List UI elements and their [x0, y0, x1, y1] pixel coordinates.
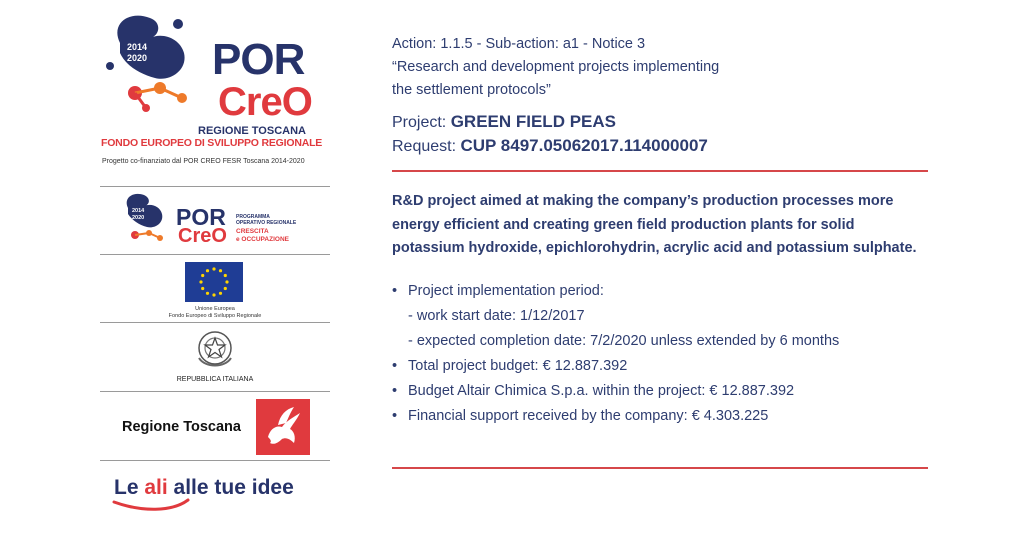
svg-text:2020: 2020: [132, 215, 145, 221]
detail-support: • Financial support received by the company: € 4.303.225: [392, 404, 932, 429]
repubblica-caption: REPUBBLICA ITALIANA: [176, 376, 254, 383]
divider: [100, 254, 330, 255]
red-divider-top: [392, 170, 928, 172]
slogan-pre: Le: [114, 476, 145, 499]
por-creo-logo: [100, 8, 332, 123]
por-creo-small-molecule-icon: [118, 190, 178, 248]
divider: [100, 186, 330, 187]
red-divider-bottom: [392, 467, 928, 469]
small-creo-word: CreO: [178, 225, 227, 247]
small-por-word: POR: [176, 204, 226, 230]
project-description: R&D project aimed at making the company’s production processes more energy efficient and creating green field production plants for solid potassium hydroxide, epichlorohydrin, acrylic acid and potassium sulphate.: [392, 193, 917, 256]
italian-emblem-icon: [195, 328, 235, 370]
project-info: [392, 33, 932, 469]
divider: [100, 391, 330, 392]
regione-toscana-logo: [100, 397, 330, 457]
cofinanced-note: Progetto co-finanziato dal POR CREO FESR Toscana 2014-2020: [102, 158, 305, 165]
slogan-post: alle tue idee: [167, 476, 294, 499]
slogan-ali: ali: [144, 476, 168, 499]
svg-text:2014: 2014: [132, 208, 145, 214]
svg-text:2014: 2014: [127, 42, 148, 52]
detail-completion: - expected completion date: 7/2/2020 unless extended by 6 months: [408, 332, 840, 349]
request-value: CUP 8497.05062017.114000007: [460, 136, 708, 155]
pegasus-flag-icon: [256, 399, 310, 455]
request-row: [392, 134, 932, 158]
logo-column: [100, 0, 332, 535]
regione-toscana-heading: REGIONE TOSCANA: [198, 125, 306, 137]
detail-budget-altair: • Budget Altair Chimica S.p.a. within the project: € 12.887.392: [392, 379, 932, 404]
divider: [100, 460, 330, 461]
divider: [100, 322, 330, 323]
por-word: POR: [212, 35, 305, 84]
project-name: GREEN FIELD PEAS: [450, 112, 616, 131]
crescita-label: CRESCITA e OCCUPAZIONE: [236, 228, 289, 243]
detail-budget: • Total project budget: € 12.887.392: [392, 354, 932, 379]
project-label: Project:: [392, 114, 451, 131]
eu-caption-2: Fondo Europeo di Sviluppo Regionale: [168, 313, 262, 319]
eu-flag-icon: [185, 262, 243, 302]
request-label: Request:: [392, 138, 461, 155]
notice-line-1: Action: 1.1.5 - Sub-action: a1 - Notice 3: [392, 36, 646, 52]
notice-line-2: “Research and development projects implementing: [392, 59, 720, 75]
creo-word: CreO: [218, 80, 312, 124]
svg-text:2020: 2020: [127, 53, 148, 63]
notice-line-3: the settlement protocols”: [392, 82, 551, 98]
fondo-europeo-heading: FONDO EUROPEO DI SVILUPPO REGIONALE: [101, 137, 323, 149]
project-row: [392, 110, 932, 134]
detail-period: • Project implementation period:: [392, 279, 932, 304]
regione-toscana-text: Regione Toscana: [122, 419, 241, 435]
slogan-swoosh-icon: [112, 498, 232, 512]
programma-label: PROGRAMMA OPERATIVO REGIONALE: [236, 214, 297, 226]
details-list: [392, 279, 932, 429]
slogan: [114, 476, 294, 500]
por-creo-molecule-icon: [100, 8, 210, 123]
por-creo-small-logo: [118, 190, 328, 248]
repubblica-logo: [100, 328, 330, 388]
eu-flag-logo: [100, 262, 330, 320]
eu-caption-1: Unione Europea: [195, 306, 235, 312]
detail-start: - work start date: 1/12/2017: [408, 307, 585, 324]
